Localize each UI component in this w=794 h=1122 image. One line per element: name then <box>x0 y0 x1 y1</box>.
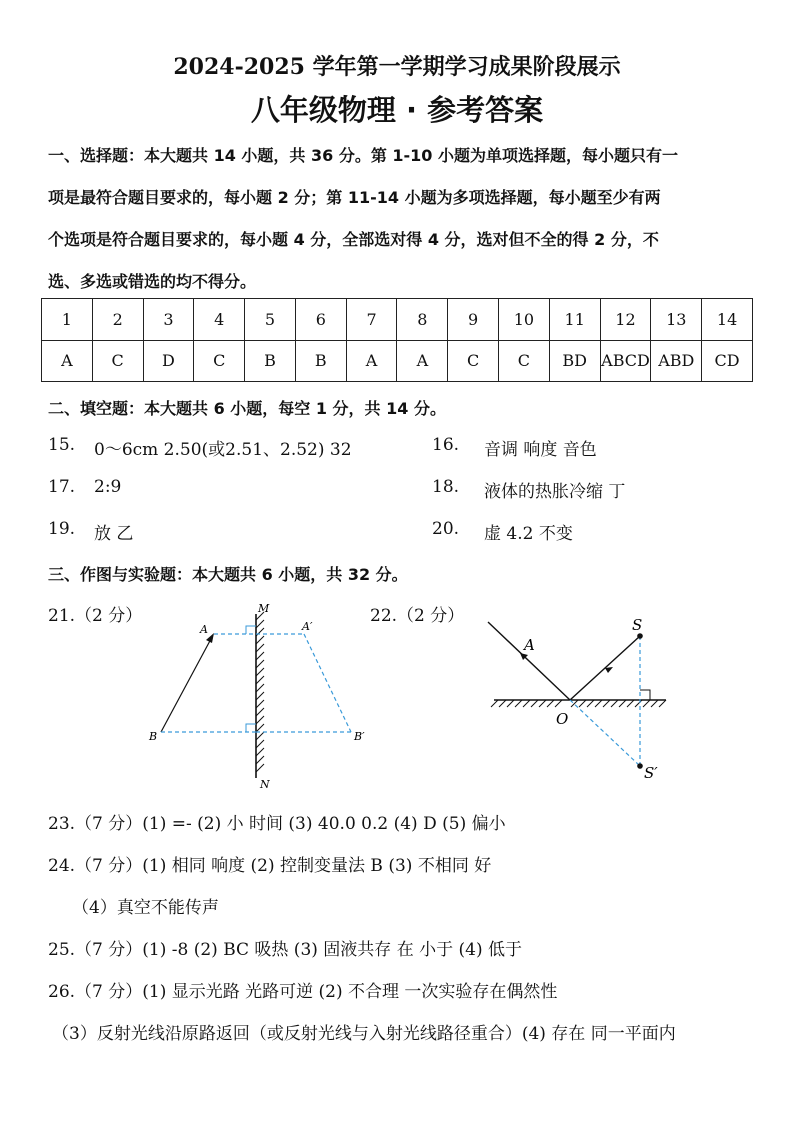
point-S <box>637 633 643 639</box>
q17-answer: 2:9 <box>94 477 122 497</box>
q23-answer: 23.（7 分）(1) =- (2) 小 时间 (3) 40.0 0.2 (4) D (5) 偏小 <box>48 814 506 834</box>
label-O: O <box>556 710 569 728</box>
q18-number: 18. <box>432 477 460 497</box>
answer-cell: D <box>143 340 194 382</box>
section1-line1: 一、选择题：本大题共 14 小题，共 36 分。第 1-10 小题为单项选择题，每小题只有一 <box>48 146 678 165</box>
figure-22-reflection <box>480 610 680 790</box>
question-number: 2 <box>92 299 143 341</box>
label-A: A <box>200 623 208 636</box>
answer-cell: A <box>346 340 397 382</box>
answer-table-answer-row <box>42 340 753 382</box>
incident-ray-arrow <box>605 667 613 673</box>
q21-label: 21.（2 分） <box>48 606 143 626</box>
q24-answer: 24.（7 分）(1) 相同 响度 (2) 控制变量法 B (3) 不相同 好 <box>48 856 492 876</box>
answer-cell: ABCD <box>600 340 651 382</box>
label-B: B <box>149 730 158 743</box>
question-number: 12 <box>600 299 651 341</box>
section1-line3: 个选项是符合题目要求的，每小题 4 分，全部选对得 4 分，选对但不全的得 2 分，不 <box>48 230 659 249</box>
label-A: A <box>524 636 535 654</box>
question-number: 9 <box>448 299 499 341</box>
answer-cell: C <box>92 340 143 382</box>
q18-answer: 液体的热胀冷缩 丁 <box>484 482 626 502</box>
answer-cell: B <box>295 340 346 382</box>
answer-cell: A <box>42 340 93 382</box>
question-number: 14 <box>702 299 753 341</box>
label-B-prime: B′ <box>354 730 365 743</box>
question-number: 6 <box>295 299 346 341</box>
q20-answer: 虚 4.2 不变 <box>484 524 573 544</box>
q16-number: 16. <box>432 435 460 455</box>
object-arrow-AB <box>161 637 212 732</box>
section2-title: 二、填空题：本大题共 6 小题，每空 1 分，共 14 分。 <box>48 399 446 418</box>
answer-cell: A <box>397 340 448 382</box>
question-number: 3 <box>143 299 194 341</box>
q22-label: 22.（2 分） <box>370 606 465 626</box>
q19-number: 19. <box>48 519 76 539</box>
right-angle-marks <box>246 626 256 732</box>
answer-table <box>41 298 753 382</box>
answer-cell: BD <box>549 340 600 382</box>
label-M: M <box>258 602 270 615</box>
question-number: 4 <box>194 299 245 341</box>
answer-cell: B <box>245 340 296 382</box>
question-number: 1 <box>42 299 93 341</box>
q17-number: 17. <box>48 477 76 497</box>
question-number: 5 <box>245 299 296 341</box>
reflected-ray <box>488 622 570 700</box>
label-A-prime: A′ <box>302 620 313 633</box>
question-number: 13 <box>651 299 702 341</box>
figure-21-mirror-image <box>140 600 380 795</box>
mirror-hatching <box>256 612 264 772</box>
exam-subtitle: 2024-2025 学年第一学期学习成果阶段展示 <box>173 54 621 80</box>
virtual-image-dashed-lines <box>570 636 640 766</box>
q19-answer: 放 乙 <box>94 524 134 544</box>
section1-line2: 项是最符合题目要求的，每小题 2 分；第 11-14 小题为多项选择题，每小题至少有两 <box>48 188 661 207</box>
question-number: 11 <box>549 299 600 341</box>
q20-number: 20. <box>432 519 460 539</box>
section3-title: 三、作图与实验题：本大题共 6 小题，共 32 分。 <box>48 565 408 584</box>
q15-answer: 0～6cm 2.50(或2.51、2.52) 32 <box>94 440 352 460</box>
question-number: 10 <box>499 299 550 341</box>
point-S-prime <box>637 763 643 769</box>
q24-answer-cont: （4）真空不能传声 <box>72 898 219 918</box>
answer-cell: C <box>448 340 499 382</box>
q15-number: 15. <box>48 435 76 455</box>
q26-answer-cont: （3）反射光线沿原路返回（或反射光线与入射光线路径重合）(4) 存在 同一平面内 <box>52 1024 676 1044</box>
question-number: 7 <box>346 299 397 341</box>
page-title: 八年级物理 · 参考答案 <box>250 93 544 127</box>
answer-cell: C <box>194 340 245 382</box>
label-S-prime: S′ <box>644 764 658 782</box>
q16-answer: 音调 响度 音色 <box>484 440 597 460</box>
label-N: N <box>260 778 270 791</box>
answer-cell: ABD <box>651 340 702 382</box>
answer-cell: CD <box>702 340 753 382</box>
answer-table-number-row <box>42 299 753 341</box>
question-number: 8 <box>397 299 448 341</box>
answer-cell: C <box>499 340 550 382</box>
section1-line4: 选、多选或错选的均不得分。 <box>48 272 257 291</box>
q25-answer: 25.（7 分）(1) -8 (2) BC 吸热 (3) 固液共存 在 小于 (4) 低于 <box>48 940 522 960</box>
right-angle-mark <box>640 690 650 700</box>
label-S: S <box>632 616 643 634</box>
q26-answer: 26.（7 分）(1) 显示光路 光路可逆 (2) 不合理 一次实验存在偶然性 <box>48 982 558 1002</box>
